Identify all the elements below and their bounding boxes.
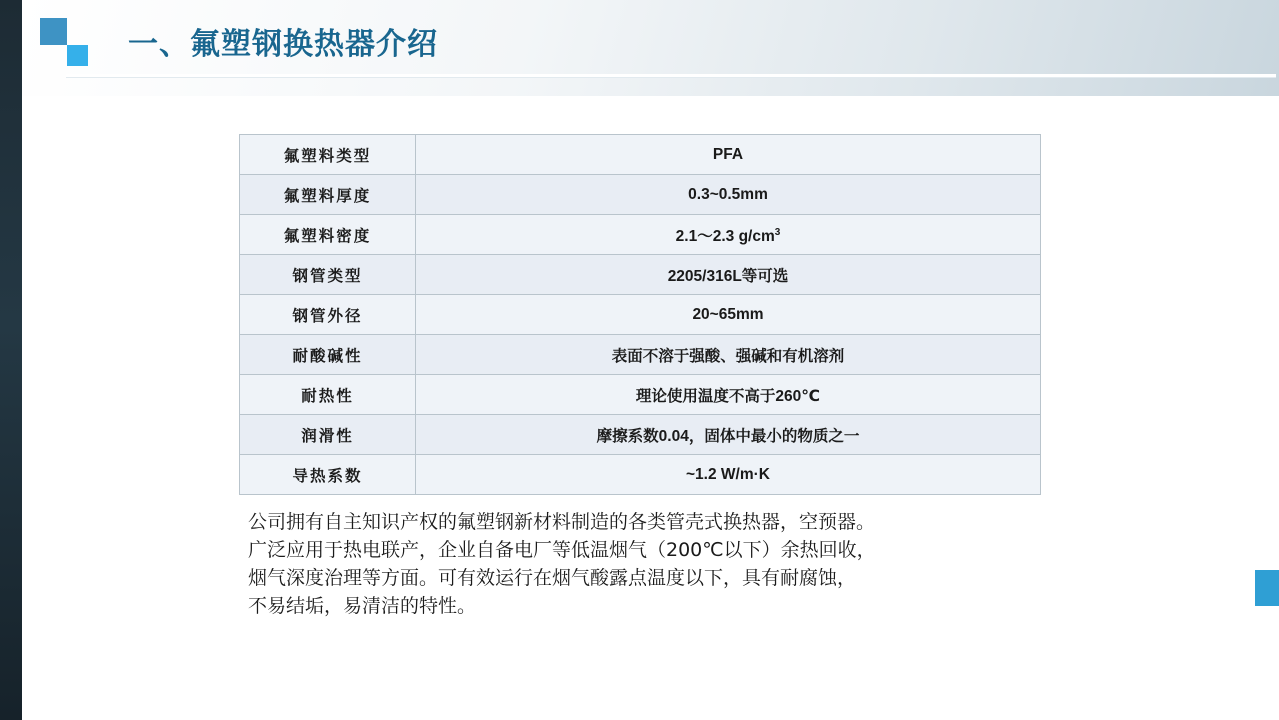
- table-row: [240, 375, 1041, 415]
- header-divider: [66, 74, 1276, 77]
- table-row: [240, 455, 1041, 495]
- spec-label: 氟塑料厚度: [240, 175, 416, 215]
- paragraph-line: 烟气深度治理等方面。可有效运行在烟气酸露点温度以下，具有耐腐蚀，: [248, 567, 857, 589]
- spec-value-density-text: 2.1～2.3 g/cm: [675, 227, 775, 245]
- spec-label: 导热系数: [240, 455, 416, 495]
- slide-header: [22, 0, 1279, 96]
- spec-value: 20~65mm: [416, 295, 1041, 335]
- spec-value: 0.3~0.5mm: [416, 175, 1041, 215]
- table-row: [240, 175, 1041, 215]
- spec-value: 理论使用温度不高于260℃: [416, 375, 1041, 415]
- spec-label: 氟塑料类型: [240, 135, 416, 175]
- page-title: 一、氟塑钢换热器介绍: [128, 28, 438, 61]
- paragraph-line: 公司拥有自主知识产权的氟塑钢新材料制造的各类管壳式换热器，空预器。: [248, 511, 876, 533]
- spec-label: 润滑性: [240, 415, 416, 455]
- specification-table: [239, 134, 1041, 495]
- table-row: [240, 415, 1041, 455]
- spec-label: 钢管类型: [240, 255, 416, 295]
- description-paragraph: [248, 508, 1048, 620]
- spec-value: 2205/316L等可选: [416, 255, 1041, 295]
- decorative-square-large: [40, 18, 67, 45]
- spec-value: 摩擦系数0.04，固体中最小的物质之一: [416, 415, 1041, 455]
- left-accent-band: [0, 0, 22, 720]
- paragraph-line: 不易结垢，易清洁的特性。: [248, 595, 477, 617]
- right-accent-tab: [1255, 570, 1279, 606]
- table-row: [240, 215, 1041, 255]
- decorative-square-small: [67, 45, 88, 66]
- spec-label: 耐酸碱性: [240, 335, 416, 375]
- decorative-squares-icon: [40, 18, 102, 64]
- spec-label: 耐热性: [240, 375, 416, 415]
- table-row: [240, 335, 1041, 375]
- spec-label: 氟塑料密度: [240, 215, 416, 255]
- table-row: [240, 295, 1041, 335]
- spec-value: 表面不溶于强酸、强碱和有机溶剂: [416, 335, 1041, 375]
- spec-value-density: [416, 215, 1041, 255]
- spec-value: ~1.2 W/m·K: [416, 455, 1041, 495]
- spec-value: PFA: [416, 135, 1041, 175]
- table-row: [240, 255, 1041, 295]
- spec-table-body: [240, 135, 1041, 495]
- table-row: [240, 135, 1041, 175]
- superscript-three: 3: [774, 226, 781, 238]
- spec-label: 钢管外径: [240, 295, 416, 335]
- paragraph-line: 广泛应用于热电联产，企业自备电厂等低温烟气（200℃以下）余热回收，: [248, 539, 876, 561]
